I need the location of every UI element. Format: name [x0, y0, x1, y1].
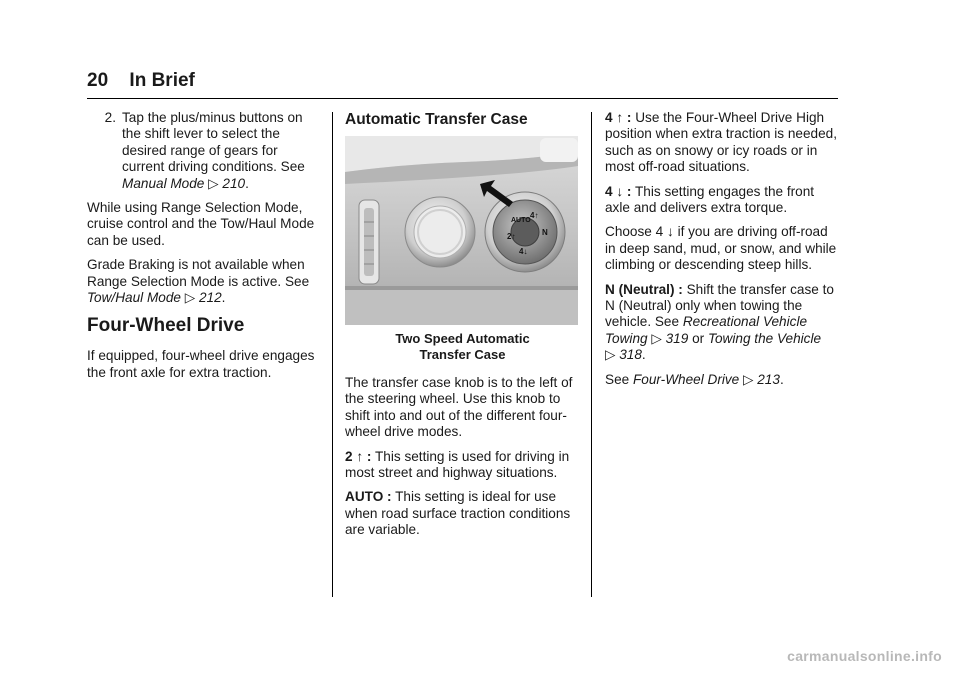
arrow-down-icon: ↓	[616, 183, 624, 199]
mode-4h-label: 4 ↑ :	[605, 110, 632, 125]
mode-4h-text: Use the Four-Wheel Drive High position when extra traction is needed, such as on snowy or icy roads or in most off-road situations.	[605, 110, 837, 175]
knob-label-4l: 4↓	[519, 247, 528, 256]
paragraph: The transfer case knob is to the left of the steering wheel. Use this knob to shift into and out of the different four-wheel drive modes.	[345, 375, 573, 440]
cross-ref-title[interactable]: Four-Wheel Drive	[632, 371, 740, 387]
column-divider-2	[591, 112, 592, 597]
section-heading: Four-Wheel Drive	[87, 315, 245, 337]
paragraph-text: or	[692, 330, 705, 346]
column-divider-1	[332, 112, 333, 597]
paragraph	[605, 224, 841, 273]
knob-label-4h: 4↑	[530, 211, 539, 220]
paragraph-text: See	[605, 371, 630, 387]
caption-line: Two Speed Automatic	[395, 331, 530, 346]
arrow-up-icon: ↑	[356, 448, 364, 464]
mode-4l-label: 4 ↓ :	[605, 183, 632, 199]
knob-label-n: N	[542, 228, 548, 237]
cross-ref-page[interactable]: ▷ 213	[743, 371, 780, 387]
mode-2h	[345, 449, 580, 482]
knob-label-2h: 2↑	[507, 232, 516, 241]
paragraph: While using Range Selection Mode, cruise control and the Tow/Haul Mode can be used.	[87, 200, 315, 248]
mode-neutral-label: N (Neutral) :	[605, 281, 683, 297]
knob-label-auto: AUTO	[511, 217, 531, 224]
paragraph: See Four-Wheel Drive ▷ 213.	[605, 371, 784, 387]
column-2	[345, 110, 580, 547]
step-text: Tap the plus/minus buttons on the shift lever to select the desired range of gears for current driving conditions. See	[122, 110, 305, 175]
list-item	[87, 110, 319, 192]
cross-ref-page[interactable]: ▷ 212	[184, 290, 222, 306]
caption-line: Transfer Case	[419, 347, 506, 362]
step-ref-page[interactable]: ▷ 210	[208, 175, 246, 191]
figure-caption	[345, 331, 580, 363]
page-number: 20	[87, 70, 109, 91]
mode-auto-text: This setting is ideal for use when road surface traction conditions are variable.	[345, 489, 571, 538]
paragraph-text: Grade Braking is not available when Range Selection Mode is active. See	[87, 257, 310, 289]
transfer-case-figure	[345, 136, 578, 325]
paragraph: If equipped, four-wheel drive engages the front axle for extra traction.	[87, 348, 315, 380]
header-rule	[87, 98, 838, 99]
cross-ref-title[interactable]: Tow/Haul Mode	[87, 290, 181, 306]
mode-4l	[605, 184, 841, 217]
cross-ref-page[interactable]: ▷ 319	[651, 330, 689, 346]
paragraph-text: Choose 4	[605, 224, 664, 240]
mode-2h-label: 2 ↑ :	[345, 448, 372, 464]
column-1	[87, 110, 319, 389]
paragraph: Grade Braking is not available when Range Selection Mode is active. See Tow/Haul Mode ▷ 212.	[87, 257, 310, 306]
mode-auto-label: AUTO :	[345, 489, 392, 505]
mode-auto	[345, 489, 580, 538]
column-3	[605, 110, 841, 396]
subsection-heading: Automatic Transfer Case	[345, 111, 528, 128]
arrow-up-icon: ↑	[616, 110, 624, 125]
step-ref-title[interactable]: Manual Mode	[122, 175, 205, 191]
step-number: 2.	[104, 110, 116, 125]
mode-4h	[605, 110, 841, 176]
step-body: Tap the plus/minus buttons on the shift lever to select the desired range of gears for current driving conditions. See Manual Mode ▷ 210.	[122, 110, 305, 191]
cross-ref-title[interactable]: Towing the Vehicle	[707, 330, 822, 346]
mode-neutral-text: Shift the transfer case to N (Neutral) only when towing the vehicle. See	[605, 281, 834, 330]
section-title: In Brief	[129, 70, 195, 91]
paragraph-text: if you are driving off-road in deep sand, mud, or snow, and while climbing or descending steep hills.	[605, 224, 837, 273]
mode-4l-text: This setting engages the front axle and delivers extra torque.	[605, 183, 815, 216]
watermark: carmanualsonline.info	[787, 648, 942, 664]
arrow-down-icon: ↓	[666, 224, 674, 240]
page-header	[87, 70, 195, 92]
cross-ref-title[interactable]: Recreational Vehicle Towing	[605, 314, 808, 346]
mode-2h-text: This setting is used for driving in most street and highway situations.	[345, 448, 570, 481]
mode-neutral: N (Neutral) : Shift the transfer case to N (Neutral) only when towing the vehicle. See Recreational Vehicle Towing ▷ 319 or Towing the Vehicle ▷ 318.	[605, 281, 834, 363]
cross-ref-page[interactable]: ▷ 318	[605, 347, 642, 363]
